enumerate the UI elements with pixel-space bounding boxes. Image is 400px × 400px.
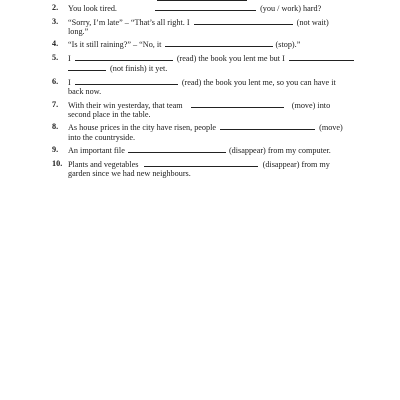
item-number: 9. <box>52 145 59 155</box>
item-number: 4. <box>52 39 59 49</box>
item-text: An important file <box>68 146 125 156</box>
item-text-continued: long.” <box>68 26 89 36</box>
answer-blank[interactable] <box>220 122 315 130</box>
item-text: As house prices in the city have risen, people <box>68 123 217 133</box>
item-number: 6. <box>52 76 59 86</box>
previous-item-blank <box>157 0 247 2</box>
item-text: I <box>68 77 71 87</box>
item-text-continued: second place in the table. <box>68 109 151 119</box>
item-number: 8. <box>52 122 59 132</box>
answer-blank[interactable] <box>75 77 178 85</box>
item-text: You look tired. <box>68 4 117 13</box>
answer-blank[interactable] <box>68 63 106 71</box>
item-hint: (read) the book you lent me, so you can have it <box>181 77 336 87</box>
item-hint: (not finish) it yet. <box>110 64 168 74</box>
answer-blank[interactable] <box>165 39 273 47</box>
item-text-continued: back now. <box>68 86 102 96</box>
list-item <box>52 17 376 36</box>
list-item <box>52 77 376 96</box>
item-number: 3. <box>52 16 59 26</box>
item-hint: (disappear) from my <box>262 159 330 169</box>
item-text: Plants and vegetables <box>68 159 139 169</box>
item-hint: (stop).” <box>275 40 301 50</box>
answer-blank[interactable] <box>191 100 284 108</box>
list-item <box>52 122 376 141</box>
answer-blank[interactable] <box>194 17 293 25</box>
list-item <box>52 3 376 13</box>
answer-blank[interactable] <box>289 53 354 61</box>
item-hint: (disappear) from my computer. <box>228 146 331 156</box>
item-number: 2. <box>52 3 59 12</box>
item-text-continued: into the countryside. <box>68 132 136 142</box>
item-hint: (move) into <box>291 100 331 110</box>
answer-blank[interactable] <box>128 145 226 153</box>
answer-blank[interactable] <box>155 3 256 11</box>
list-item <box>52 145 376 155</box>
item-text: “Sorry, I’m late” – “That’s all right. I <box>68 17 190 27</box>
item-hint: (you / work) hard? <box>260 4 322 13</box>
item-text: With their win yesterday, that team <box>68 100 183 110</box>
item-number: 7. <box>52 99 59 109</box>
item-number: 10. <box>52 158 63 168</box>
item-text: “Is it still raining?” – “No, it <box>68 40 162 50</box>
list-item <box>52 159 376 178</box>
item-hint: (not wait) <box>296 17 329 27</box>
item-text-continued: garden since we had new neighbours. <box>68 168 191 178</box>
list-item <box>52 39 376 49</box>
answer-blank[interactable] <box>144 159 258 167</box>
item-text: I <box>68 53 71 63</box>
item-number: 5. <box>52 52 59 62</box>
answer-blank[interactable] <box>75 53 173 61</box>
item-hint: (read) the book you lent me but I <box>176 53 285 63</box>
list-item <box>52 53 376 73</box>
item-hint: (move) <box>319 123 343 133</box>
list-item <box>52 100 376 119</box>
exercise-list <box>52 3 376 182</box>
